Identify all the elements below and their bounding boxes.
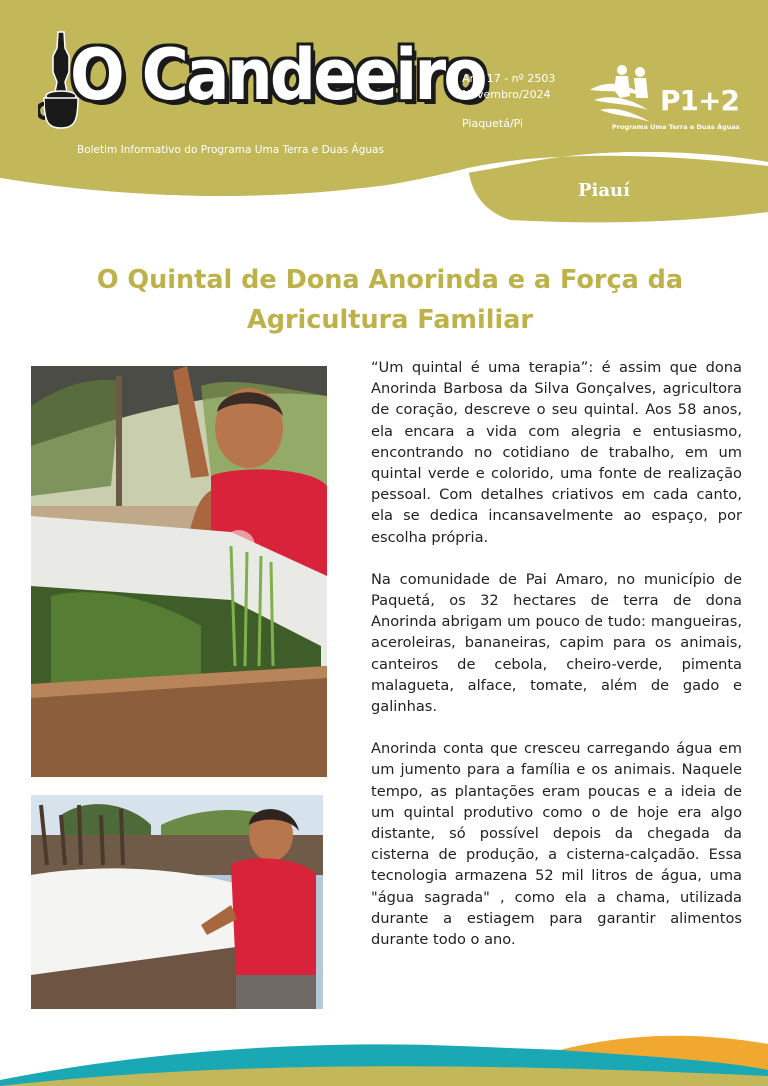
article-paragraph-1: “Um quintal é uma terapia”: é assim que dona Anorinda Barbosa da Silva Gonçalves, agricultora de coração, descreve o seu quintal. Aos 58 anos, ela encara a vida com alegria e entusiasmo, encontrando no cotidiano de trabalho, em um quintal verde e colorido, uma fonte de realização pessoal. Com detalhes criativos em cada canto, ela se dedica incansavelmente ao espaço, por escolha própria. xyxy=(371,359,742,546)
cistern-photo xyxy=(31,795,323,1009)
issue-location: Piaquetá/Pi xyxy=(462,117,524,130)
state-label: Piauí xyxy=(578,180,630,201)
issue-date: Novembro/2024 xyxy=(462,88,551,101)
article-headline: O Quintal de Dona Anorinda e a Força da Agricultura Familiar xyxy=(96,265,684,336)
footer-waves xyxy=(0,1020,768,1086)
article-body xyxy=(371,357,742,971)
newsletter-subtitle: Boletim Informativo do Programa Uma Terra e Duas Águas xyxy=(77,144,384,156)
program-name: Programa Uma Terra e Duas Águas xyxy=(612,123,740,131)
issue-number: Ano 17 - nº 2503 xyxy=(462,72,556,85)
program-logo-text: P1+2 xyxy=(660,84,739,117)
article-paragraph-2: Na comunidade de Pai Amaro, no município de Paquetá, os 32 hectares de terra de dona Anorinda abrigam um pouco de tudo: mangueiras, aceroleiras, bananeiras, capim para os animais, canteiros de cebola, cheiro-verde, pimenta malagueta, alface, tomate, além de gado e galinhas. xyxy=(371,570,742,716)
newsletter-title: O Candeeiro xyxy=(70,34,485,116)
garden-planter-photo xyxy=(31,366,327,777)
article-paragraph-3: Anorinda conta que cresceu carregando água em um jumento para a família e os animais. Naquele tempo, as plantações eram poucas e a ideia de um quintal produtivo como o de hoje era algo distante, só possível depois da chegada da cisterna de produção, a cisterna-calçadão. Essa tecnologia armazena 52 mil litros de água, uma "água sagrada" , como ela a chama, utilizada durante a estiagem para garantir alimentos durante todo o ano. xyxy=(371,740,742,949)
